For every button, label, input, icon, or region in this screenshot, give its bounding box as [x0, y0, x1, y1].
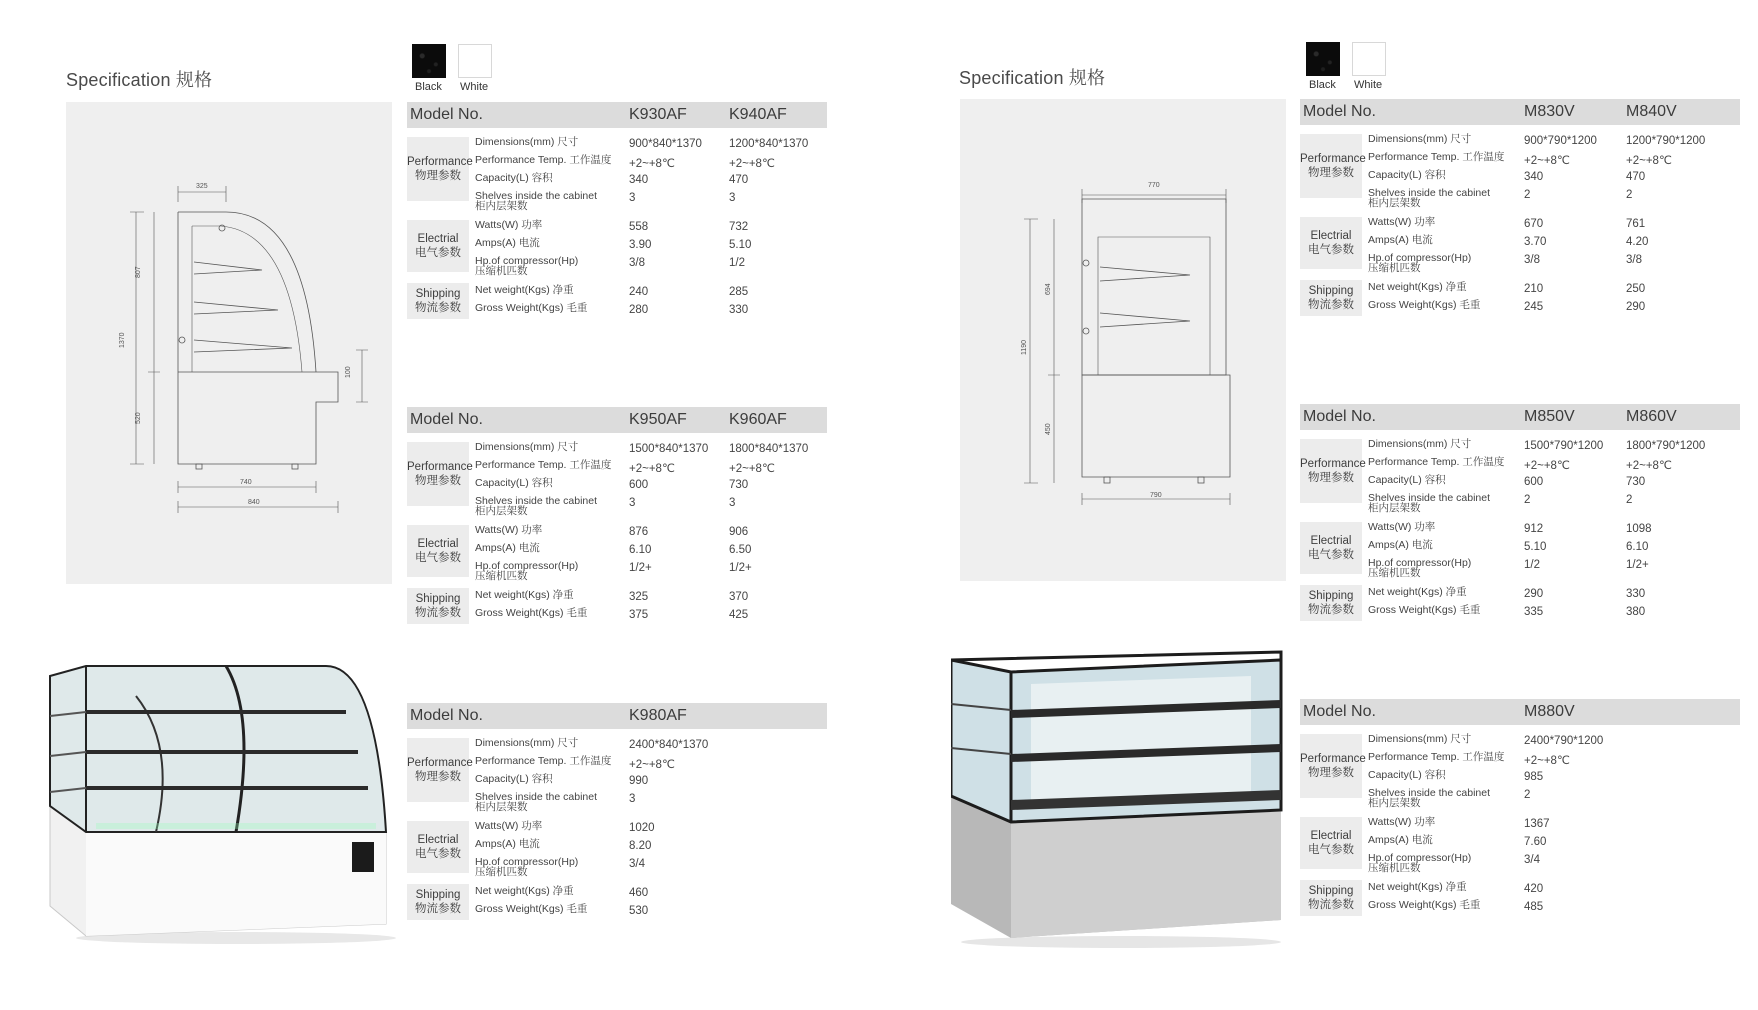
spec-row: Dimensions(mm) 尺寸 1500*840*1370 1800*840*1370 — [475, 441, 809, 455]
spec-table-m880 — [1300, 699, 1740, 916]
dim-base-width: 740 — [240, 479, 252, 486]
performance-group: Performance 物理参数 Dimensions(mm) 尺寸 900*840*1370 1200*840*1370 Performance Temp. 工作温度 +2~+8℃ +2~+8℃ Capacity(L) 容积 340 470 Shelves inside the cabinet 柜内层架数 3 3 — [407, 135, 827, 211]
model-header: Model No. K950AF K960AF — [407, 407, 827, 433]
spec-row: Shelves inside the cabinet 柜内层架数 3 — [475, 791, 636, 813]
drawing-svg — [66, 102, 392, 584]
shelf-2 — [1100, 313, 1190, 327]
shelf-2 — [194, 302, 278, 314]
spec-row: Performance Temp. 工作温度 +2~+8℃ +2~+8℃ — [475, 459, 775, 475]
spec-table-k930-k940 — [407, 102, 827, 319]
shelf-1 — [194, 262, 262, 274]
spec-row: Shelves inside the cabinet 柜内层架数 2 2 — [1368, 187, 1633, 209]
model-header: Model No. K930AF K940AF — [407, 102, 827, 128]
model-header: Model No. K980AF — [407, 703, 827, 729]
spec-row: Watts(W) 功率 1020 — [475, 820, 655, 834]
electrical-group: Electrial 电气参数 Watts(W) 功率 912 1098 Amps(A) 电流 5.10 6.10 Hp.of compressor(Hp) 压缩机匹数 1/2 1/2+ — [1300, 520, 1740, 578]
model-name: M880V — [1524, 703, 1575, 720]
model-name: M860V — [1626, 408, 1677, 425]
model-name: M850V — [1524, 408, 1575, 425]
spec-row: Hp.of compressor(Hp) 压缩机匹数 1/2 1/2+ — [1368, 557, 1649, 579]
spec-row: Net weight(Kgs) 净重 460 — [475, 885, 649, 899]
spec-row: Dimensions(mm) 尺寸 2400*840*1370 — [475, 737, 709, 751]
performance-group: Performance 物理参数 Dimensions(mm) 尺寸 900*790*1200 1200*790*1200 Performance Temp. 工作温度 +2~+8℃ +2~+8℃ Capacity(L) 容积 340 470 Shelves inside the cabinet 柜内层架数 2 2 — [1300, 132, 1740, 208]
spec-title: Specification 规格 — [66, 70, 213, 90]
spec-row: Dimensions(mm) 尺寸 900*840*1370 1200*840*1370 — [475, 136, 809, 150]
spec-row: Gross Weight(Kgs) 毛重 245 290 — [1368, 299, 1646, 313]
spec-row: Gross Weight(Kgs) 毛重 335 380 — [1368, 604, 1646, 618]
spec-row: Performance Temp. 工作温度 +2~+8℃ +2~+8℃ — [475, 154, 775, 170]
spec-row: Shelves inside the cabinet 柜内层架数 3 3 — [475, 190, 736, 212]
cabinet-outline — [178, 212, 338, 464]
drawing-svg — [960, 99, 1286, 581]
spec-row: Amps(A) 电流 3.70 4.20 — [1368, 234, 1649, 248]
spec-row: Shelves inside the cabinet 柜内层架数 3 3 — [475, 495, 736, 517]
dim-overall-height: 1370 — [119, 332, 126, 348]
base — [1082, 375, 1230, 477]
spec-row: Amps(A) 电流 7.60 — [1368, 834, 1547, 848]
model-name: K940AF — [729, 106, 787, 123]
color-swatches — [412, 44, 532, 96]
spec-row: Gross Weight(Kgs) 毛重 485 — [1368, 899, 1544, 913]
model-name: M840V — [1626, 103, 1677, 120]
shelf-3 — [194, 340, 292, 352]
spec-row: Shelves inside the cabinet 柜内层架数 2 2 — [1368, 492, 1633, 514]
performance-group: Performance 物理参数 Dimensions(mm) 尺寸 2400*840*1370 Performance Temp. 工作温度 +2~+8℃ Capacity(L) 容积 990 Shelves inside the cabinet 柜内层架数 3 — [407, 736, 827, 812]
spec-table-k980 — [407, 703, 827, 920]
spec-row: Performance Temp. 工作温度 +2~+8℃ — [475, 755, 675, 771]
spec-row: Performance Temp. 工作温度 +2~+8℃ +2~+8℃ — [1368, 456, 1672, 472]
spec-row: Dimensions(mm) 尺寸 900*790*1200 1200*790*1200 — [1368, 133, 1706, 147]
model-name: K930AF — [629, 106, 687, 123]
spec-row: Capacity(L) 容积 340 470 — [1368, 169, 1646, 183]
shipping-group: Shipping 物流参数 Net weight(Kgs) 净重 240 285 Gross Weight(Kgs) 毛重 280 330 — [407, 283, 827, 319]
model-name: K960AF — [729, 411, 787, 428]
spec-row: Amps(A) 电流 6.10 6.50 — [475, 542, 752, 556]
spec-row: Performance Temp. 工作温度 +2~+8℃ +2~+8℃ — [1368, 151, 1672, 167]
model-header: Model No. M850V M860V — [1300, 404, 1740, 430]
spec-row: Capacity(L) 容积 600 730 — [1368, 474, 1646, 488]
model-header: Model No. M830V M840V — [1300, 99, 1740, 125]
swatch-black-label: Black — [1309, 79, 1336, 91]
model-name: M830V — [1524, 103, 1575, 120]
dim-overall-width: 840 — [248, 499, 260, 506]
spec-row: Hp.of compressor(Hp) 压缩机匹数 3/4 — [1368, 852, 1540, 874]
shipping-group: Shipping 物流参数 Net weight(Kgs) 净重 290 330 Gross Weight(Kgs) 毛重 335 380 — [1300, 585, 1740, 621]
right-page — [893, 0, 1758, 1010]
spec-row: Watts(W) 功率 1367 — [1368, 816, 1550, 830]
spec-row: Capacity(L) 容积 600 730 — [475, 477, 749, 491]
spec-row: Net weight(Kgs) 净重 290 330 — [1368, 586, 1646, 600]
dim-step: 100 — [345, 366, 352, 378]
spec-row: Amps(A) 电流 8.20 — [475, 838, 652, 852]
electrical-group: Electrial 电气参数 Watts(W) 功率 1020 Amps(A) 电流 8.20 Hp.of compressor(Hp) 压缩机匹数 3/4 — [407, 819, 827, 877]
technical-drawing-curved — [66, 102, 392, 584]
curved-glass — [178, 212, 316, 372]
spec-row: Dimensions(mm) 尺寸 1500*790*1200 1800*790*1200 — [1368, 438, 1706, 452]
swatch-white[interactable] — [1352, 42, 1386, 76]
swatch-white-label: White — [1354, 79, 1383, 91]
spec-title: Specification 规格 — [959, 68, 1106, 88]
swatch-white[interactable] — [458, 44, 492, 78]
spec-row: Net weight(Kgs) 净重 210 250 — [1368, 281, 1646, 295]
spec-row: Capacity(L) 容积 990 — [475, 773, 649, 787]
spec-row: Amps(A) 电流 3.90 5.10 — [475, 237, 752, 251]
spec-row: Watts(W) 功率 912 1098 — [1368, 521, 1652, 535]
spec-row: Capacity(L) 容积 985 — [1368, 769, 1544, 783]
dim-overall-height: 1190 — [1021, 339, 1028, 355]
spec-row: Capacity(L) 容积 340 470 — [475, 172, 749, 186]
electrical-group: Electrial 电气参数 Watts(W) 功率 670 761 Amps(A) 电流 3.70 4.20 Hp.of compressor(Hp) 压缩机匹数 3/8 3/8 — [1300, 215, 1740, 273]
spec-row: Dimensions(mm) 尺寸 2400*790*1200 — [1368, 733, 1604, 747]
color-swatches — [1306, 42, 1426, 94]
spec-row: Gross Weight(Kgs) 毛重 530 — [475, 903, 649, 917]
technical-drawing-straight — [960, 99, 1286, 581]
model-name: K950AF — [629, 411, 687, 428]
product-photo-curved-showcase — [46, 656, 396, 946]
model-name: K980AF — [629, 707, 687, 724]
spec-row: Watts(W) 功率 876 906 — [475, 524, 749, 538]
spec-row: Hp.of compressor(Hp) 压缩机匹数 3/8 3/8 — [1368, 252, 1642, 274]
swatch-black[interactable] — [412, 44, 446, 78]
spec-row: Net weight(Kgs) 净重 420 — [1368, 881, 1544, 895]
shipping-group: Shipping 物流参数 Net weight(Kgs) 净重 325 370 Gross Weight(Kgs) 毛重 375 425 — [407, 588, 827, 624]
fitting-dot-2 — [179, 337, 185, 343]
dim-height-lower: 520 — [135, 412, 142, 424]
shipping-group: Shipping 物流参数 Net weight(Kgs) 净重 420 Gross Weight(Kgs) 毛重 485 — [1300, 880, 1740, 916]
electrical-group: Electrial 电气参数 Watts(W) 功率 558 732 Amps(A) 电流 3.90 5.10 Hp.of compressor(Hp) 压缩机匹数 3/8 1/2 — [407, 218, 827, 276]
spec-row: Watts(W) 功率 558 732 — [475, 219, 749, 233]
spec-row: Net weight(Kgs) 净重 325 370 — [475, 589, 749, 603]
dim-height-upper: 807 — [135, 266, 142, 278]
spec-row: Net weight(Kgs) 净重 240 285 — [475, 284, 749, 298]
spec-row: Hp.of compressor(Hp) 压缩机匹数 3/8 1/2 — [475, 255, 745, 277]
spec-row: Watts(W) 功率 670 761 — [1368, 216, 1646, 230]
spec-table-k950-k960 — [407, 407, 827, 624]
dim-base-width: 790 — [1150, 492, 1162, 499]
spec-table-m850-m860 — [1300, 404, 1740, 621]
spec-row: Hp.of compressor(Hp) 压缩机匹数 3/4 — [475, 856, 645, 878]
spec-row: Gross Weight(Kgs) 毛重 280 330 — [475, 302, 749, 316]
product-photo-straight-showcase — [951, 650, 1291, 950]
electrical-group: Electrial 电气参数 Watts(W) 功率 1367 Amps(A) 电流 7.60 Hp.of compressor(Hp) 压缩机匹数 3/4 — [1300, 815, 1740, 873]
spec-row: Gross Weight(Kgs) 毛重 375 425 — [475, 607, 749, 621]
dim-height-lower: 450 — [1045, 423, 1052, 435]
model-header: Model No. M880V — [1300, 699, 1740, 725]
shelf-1 — [1100, 267, 1190, 281]
swatch-black[interactable] — [1306, 42, 1340, 76]
performance-group: Performance 物理参数 Dimensions(mm) 尺寸 1500*790*1200 1800*790*1200 Performance Temp. 工作温度 +2~+8℃ +2~+8℃ Capacity(L) 容积 600 730 Shelves inside the cabinet 柜内层架数 2 2 — [1300, 437, 1740, 513]
spec-row: Hp.of compressor(Hp) 压缩机匹数 1/2+ 1/2+ — [475, 560, 752, 582]
shipping-group: Shipping 物流参数 Net weight(Kgs) 净重 460 Gross Weight(Kgs) 毛重 530 — [407, 884, 827, 920]
swatch-black-label: Black — [415, 81, 442, 93]
spec-table-m830-m840 — [1300, 99, 1740, 316]
dim-height-upper: 694 — [1045, 283, 1052, 295]
spec-row: Performance Temp. 工作温度 +2~+8℃ — [1368, 751, 1570, 767]
spec-row: Amps(A) 电流 5.10 6.10 — [1368, 539, 1649, 553]
dim-top-width: 325 — [196, 183, 208, 190]
swatch-white-label: White — [460, 81, 489, 93]
performance-group: Performance 物理参数 Dimensions(mm) 尺寸 1500*840*1370 1800*840*1370 Performance Temp. 工作温度 +2~+8℃ +2~+8℃ Capacity(L) 容积 600 730 Shelves inside the cabinet 柜内层架数 3 3 — [407, 440, 827, 516]
dim-top-width: 770 — [1148, 182, 1160, 189]
glass-case — [1082, 199, 1226, 375]
shipping-group: Shipping 物流参数 Net weight(Kgs) 净重 210 250 Gross Weight(Kgs) 毛重 245 290 — [1300, 280, 1740, 316]
electrical-group: Electrial 电气参数 Watts(W) 功率 876 906 Amps(A) 电流 6.10 6.50 Hp.of compressor(Hp) 压缩机匹数 1/2+ 1/2+ — [407, 523, 827, 581]
spec-row: Shelves inside the cabinet 柜内层架数 2 — [1368, 787, 1531, 809]
performance-group: Performance 物理参数 Dimensions(mm) 尺寸 2400*790*1200 Performance Temp. 工作温度 +2~+8℃ Capacity(L) 容积 985 Shelves inside the cabinet 柜内层架数 2 — [1300, 732, 1740, 808]
